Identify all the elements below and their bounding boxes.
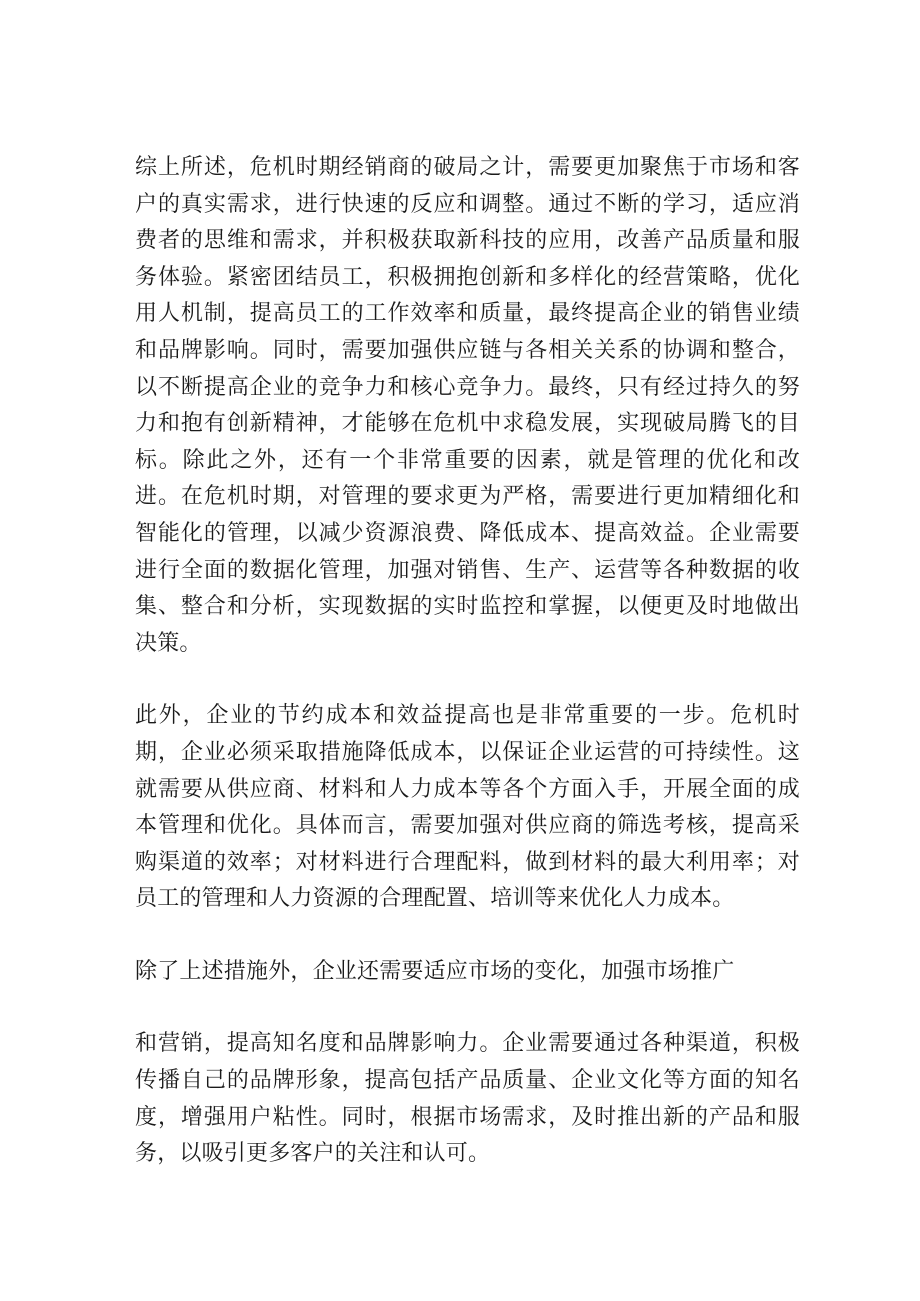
paragraph-summary: 综上所述，危机时期经销商的破局之计，需要更加聚焦于市场和客户的真实需求，进行快速的反应和调整。通过不断的学习，适应消费者的思维和需求，并积极获取新科技的应用，改善产品质量和服务体验。紧密团结员工，积极拥抱创新和多样化的经营策略，优化用人机制，提高员工的工作效率和质量，最终提高企业的销售业绩和品牌影响。同时，需要加强供应链与各相关关系的协调和整合，以不断提高企业的竞争力和核心竞争力。最终，只有经过持久的努力和抱有创新精神，才能够在危机中求稳发展，实现破局腾飞的目标。除此之外，还有一个非常重要的因素，就是管理的优化和改进。在危机时期，对管理的要求更为严格，需要进行更加精细化和智能化的管理，以减少资源浪费、降低成本、提高效益。企业需要进行全面的数据化管理，加强对销售、生产、运营等各种数据的收集、整合和分析，实现数据的实时监控和掌握，以便更及时地做出决策。	[135, 155, 800, 656]
paragraph-marketing: 和营销，提高知名度和品牌影响力。企业需要通过各种渠道，积极传播自己的品牌形象，提高包括产品质量、企业文化等方面的知名度，增强用户粘性。同时，根据市场需求，及时推出新的产品和服务，以吸引更多客户的关注和认可。	[135, 1031, 800, 1167]
paragraph-market-adapt: 除了上述措施外，企业还需要适应市场的变化，加强市场推广	[135, 958, 735, 984]
paragraph-cost-saving: 此外，企业的节约成本和效益提高也是非常重要的一步。危机时期，企业必须采取措施降低成本，以保证企业运营的可持续性。这就需要从供应商、材料和人力成本等各个方面入手，开展全面的成本管理和优化。具体而言，需要加强对供应商的筛选考核，提高采购渠道的效率；对材料进行合理配料，做到材料的最大利用率；对员工的管理和人力资源的合理配置、培训等来优化人力成本。	[135, 703, 800, 912]
document-body	[135, 150, 800, 1173]
